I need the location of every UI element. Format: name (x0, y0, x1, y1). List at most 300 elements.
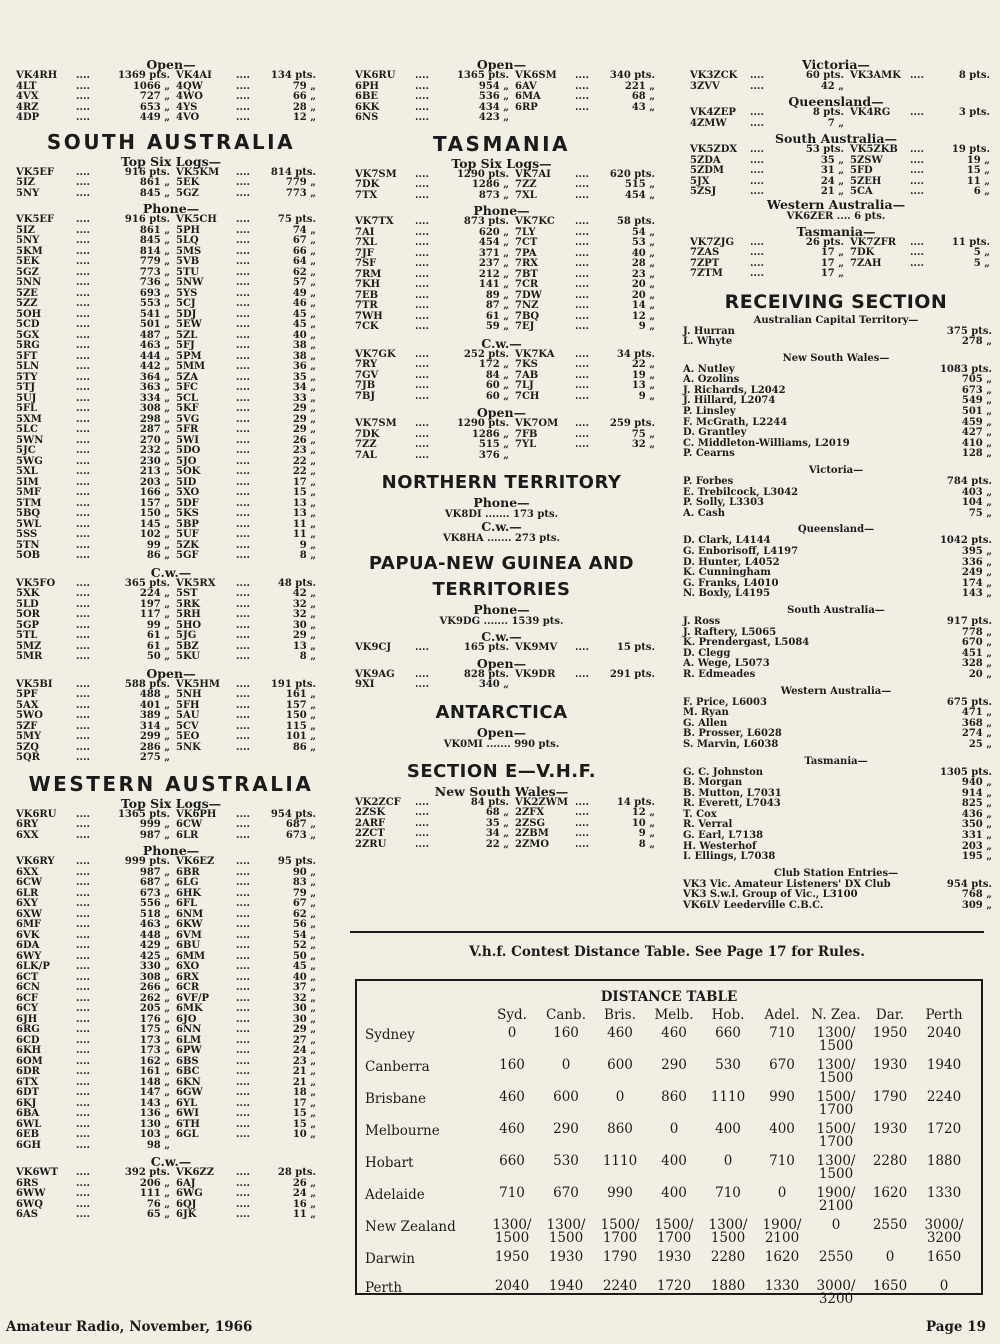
score-row (6, 1099, 336, 1110)
listener-score: 1083 pts. (939, 363, 992, 375)
callsign: 5VB (176, 256, 200, 267)
distance-table (355, 979, 983, 1307)
callsign: 5WI (176, 434, 199, 446)
callsign: 5CD (16, 319, 40, 330)
callsign: 5IZ (16, 177, 35, 188)
score: 28 „ (631, 258, 655, 269)
score: 588 pts. (124, 678, 170, 690)
distance-value: 1300/ 1500 (816, 1152, 856, 1182)
score: 205 „ (139, 1003, 170, 1014)
leader-dots: .... (575, 359, 589, 370)
score: 50 „ (146, 651, 170, 662)
leader-dots: .... (910, 70, 924, 81)
leader-dots: .... (910, 165, 924, 176)
leader-dots: .... (236, 539, 250, 551)
callsign: 7ZZ (355, 439, 377, 450)
leader-dots: .... (236, 91, 250, 102)
leader-dots: .... (236, 808, 250, 820)
distance-value: 3000/ 3200 (924, 1216, 964, 1246)
divider-rule (350, 931, 984, 933)
callsign: VK7OM (515, 418, 559, 429)
callsign: 6YL (176, 1097, 198, 1109)
leader-dots (575, 451, 607, 462)
listener-score: 501 „ (961, 406, 992, 418)
score: 101 „ (285, 731, 316, 742)
section-title: NORTHERN TERRITORY (381, 472, 622, 493)
leader-dots: .... (76, 1209, 90, 1220)
score-row (345, 191, 658, 202)
score: 157 „ (139, 497, 170, 509)
score-row (6, 499, 336, 510)
score-row (6, 425, 336, 436)
leader-dots: .... (415, 418, 429, 429)
leader-dots: .... (76, 731, 90, 742)
distance-row (363, 1024, 973, 1054)
leader-dots: .... (236, 392, 250, 404)
leader-dots: .... (750, 144, 764, 155)
score: 150 „ (139, 508, 170, 519)
callsign: 6CT (16, 971, 39, 983)
score-row (6, 178, 336, 189)
city-name: Sydney (365, 1026, 415, 1043)
callsign: 6BE (355, 91, 379, 102)
listener-score: 278 „ (961, 336, 992, 348)
callsign: 6JK (176, 1209, 197, 1220)
score-row (6, 1067, 336, 1078)
callsign: VK2ZCF (355, 796, 401, 808)
leader-dots: .... (236, 434, 250, 446)
score-row (6, 1179, 336, 1190)
callsign: 5LN (16, 361, 40, 372)
score: 32 „ (292, 992, 316, 1004)
score: 916 pts. (124, 166, 170, 178)
listener-score: 336 „ (961, 556, 992, 568)
callsign: 5CA (850, 186, 873, 197)
score: 9 „ (638, 390, 655, 402)
callsign: VK6EZ (176, 856, 215, 867)
leader-dots: .... (236, 277, 250, 288)
listener-name: P. Cearns (683, 448, 735, 460)
leader-dots: .... (750, 80, 764, 92)
score: 224 „ (139, 588, 170, 599)
score: 175 „ (139, 1024, 170, 1035)
leader-dots: .... (415, 168, 429, 180)
score-row (680, 269, 992, 280)
callsign: 7ZZ (515, 179, 537, 190)
callsign: 6BS (176, 1055, 199, 1067)
score: 11 „ (966, 175, 990, 187)
leader-dots: .... (415, 838, 429, 850)
leader-dots: .... (575, 268, 589, 280)
score-row (6, 857, 336, 868)
score-row (6, 488, 336, 499)
distance-value: 860 (661, 1088, 687, 1105)
leader-dots: .... (236, 950, 250, 962)
leader-dots: .... (236, 619, 250, 631)
listener-score: 104 „ (961, 497, 992, 509)
callsign: 5KM (16, 245, 43, 257)
subsection-heading: Open— (476, 724, 527, 740)
score: 61 „ (485, 310, 509, 322)
score-row (6, 226, 336, 237)
leader-dots: .... (575, 439, 589, 450)
leader-dots: .... (76, 1066, 90, 1077)
score-row (345, 840, 658, 851)
callsign: 7FB (515, 428, 538, 440)
score-row (345, 392, 658, 403)
leader-dots: .... (910, 236, 924, 248)
leader-dots: .... (910, 154, 924, 166)
score-row (345, 280, 658, 291)
callsign: 5FJ (176, 340, 195, 351)
score-row (6, 457, 336, 468)
score: 136 „ (139, 1108, 170, 1119)
score: 84 „ (485, 369, 509, 381)
leader-dots: .... (76, 539, 90, 551)
leader-dots: .... (750, 257, 764, 269)
score: 29 „ (292, 424, 316, 435)
score-row (6, 631, 336, 642)
subsection-heading: Open— (476, 57, 527, 72)
callsign: 5ZSW (850, 154, 883, 166)
score-row (6, 113, 336, 124)
leader-dots: .... (236, 112, 250, 123)
score: 19 „ (966, 154, 990, 166)
score-row (6, 530, 336, 541)
callsign: 7BJ (355, 390, 376, 402)
score: 102 „ (139, 529, 170, 540)
receiving-group-heading: Tasmania— (804, 755, 868, 767)
leader-dots: .... (910, 257, 924, 269)
leader-dots: .... (575, 247, 589, 259)
callsign: 5LC (16, 424, 38, 435)
callsign: 5DJ (176, 308, 197, 320)
leader-dots: .... (575, 390, 589, 402)
callsign: 6NM (176, 908, 204, 920)
score: 389 „ (139, 710, 170, 721)
distance-value: 0 (615, 1088, 625, 1105)
score: 21 „ (292, 1066, 316, 1077)
leader-dots: .... (236, 187, 250, 199)
leader-dots: .... (76, 91, 90, 102)
score-row (6, 247, 336, 258)
callsign: 7RX (515, 258, 539, 269)
score: 954 „ (478, 80, 509, 92)
score: 518 „ (139, 908, 170, 920)
score: 60 „ (485, 380, 509, 391)
score: 45 „ (292, 319, 316, 330)
leader-dots: .... (76, 329, 90, 341)
score-row (6, 983, 336, 994)
column-header: Syd. (497, 1007, 527, 1023)
callsign: 6XO (176, 961, 200, 972)
leader-dots: .... (575, 279, 589, 290)
leader-dots: .... (575, 289, 589, 301)
leader-dots: .... (575, 216, 589, 227)
receiving-row (680, 740, 992, 751)
score: 334 „ (139, 392, 170, 404)
score: 166 „ (139, 487, 170, 498)
score-row (6, 941, 336, 952)
score-line: VK9DG ....... 1539 pts. (439, 616, 564, 627)
score: 449 „ (139, 112, 170, 123)
score: 75 „ (631, 428, 655, 440)
score (942, 119, 990, 130)
score: 673 „ (285, 829, 316, 841)
leader-dots: .... (236, 266, 250, 278)
listener-score: 427 „ (961, 427, 992, 439)
callsign: 5MZ (16, 640, 42, 652)
leader-dots: .... (236, 898, 250, 909)
score-row (6, 71, 336, 82)
subsection-heading: Western Australia— (766, 196, 906, 212)
score-line: VK8HA ....... 273 pts. (442, 533, 561, 544)
listener-name: R. Everett, L7043 (683, 798, 781, 810)
leader-dots: .... (910, 175, 924, 187)
distance-value: 2240 (926, 1088, 962, 1105)
leader-dots: .... (415, 449, 429, 461)
callsign: 5CV (176, 720, 199, 732)
callsign: 5WG (16, 455, 43, 467)
leader-dots: .... (76, 455, 90, 467)
leader-dots: .... (76, 1003, 90, 1014)
score: 18 „ (292, 1087, 316, 1098)
callsign: 7CT (515, 237, 538, 248)
callsign: 6BC (176, 1066, 200, 1077)
distance-value: 1110 (602, 1152, 638, 1169)
callsign: 5DF (176, 497, 199, 509)
leader-dots: .... (575, 380, 589, 391)
score: 35 „ (485, 817, 509, 829)
leader-dots: .... (76, 598, 90, 610)
score: 36 „ (292, 361, 316, 372)
leader-dots: .... (76, 877, 90, 888)
score-row (6, 621, 336, 632)
callsign: 5OR (16, 609, 40, 620)
leader-dots: .... (76, 1129, 90, 1140)
listener-name: R. Verral (683, 819, 733, 831)
leader-dots: .... (236, 340, 250, 351)
callsign: 2ZCT (355, 828, 385, 839)
score: 32 „ (292, 609, 316, 620)
score: 999 „ (139, 819, 170, 830)
score: 916 pts. (124, 214, 170, 225)
leader-dots: .... (236, 588, 250, 599)
callsign: 6RY (16, 819, 39, 830)
leader-dots (910, 269, 942, 280)
listener-score: 174 „ (961, 577, 992, 589)
leader-dots: .... (575, 369, 589, 381)
score-row (6, 1078, 336, 1089)
callsign: 5BQ (16, 508, 41, 519)
score: 12 „ (292, 112, 316, 123)
callsign: 6CW (176, 819, 203, 830)
callsign: 7KS (515, 359, 538, 370)
score: 687 „ (139, 877, 170, 888)
receiving-row (680, 449, 992, 460)
subsection-heading: Open— (476, 405, 527, 420)
score: 16 „ (292, 1198, 316, 1210)
score-row (6, 711, 336, 722)
callsign: 5ID (176, 476, 197, 488)
leader-dots: .... (415, 807, 429, 818)
score: 103 „ (139, 1129, 170, 1140)
distance-value: 660 (499, 1152, 525, 1169)
listener-name: C. Middleton-Williams, L2019 (683, 437, 850, 449)
distance-value: 1620 (872, 1184, 908, 1201)
score-row (6, 589, 336, 600)
leader-dots: .... (76, 950, 90, 962)
leader-dots: .... (76, 588, 90, 599)
callsign: 6CR (176, 982, 200, 993)
distance-row (363, 1277, 973, 1307)
score-row (345, 217, 658, 228)
score: 814 pts. (270, 166, 316, 178)
callsign: VK6ZZ (176, 1167, 215, 1178)
distance-row (363, 1056, 973, 1086)
listener-score: 143 „ (961, 588, 992, 600)
callsign: 6AJ (176, 1177, 196, 1189)
distance-row (363, 1248, 973, 1275)
leader-dots: .... (76, 887, 90, 899)
score: 15 „ (292, 1118, 316, 1130)
leader-dots: .... (575, 428, 589, 440)
score: 259 pts. (609, 418, 655, 429)
leader-dots: .... (236, 908, 250, 920)
leader-dots: .... (415, 817, 429, 829)
score: 392 pts. (124, 1167, 170, 1178)
leader-dots: .... (575, 226, 589, 238)
callsign: VK5EF (16, 214, 55, 225)
listener-name: J. Richards, L2042 (683, 384, 786, 396)
callsign: 2ZBM (515, 828, 549, 839)
subsection-heading: C.w.— (481, 335, 522, 351)
score: 773 „ (285, 187, 316, 199)
leader-dots: .... (575, 668, 589, 680)
score: 46 „ (292, 298, 316, 309)
leader-dots: .... (76, 277, 90, 288)
score: 845 „ (139, 187, 170, 199)
receiving-group-heading: South Australia— (787, 604, 885, 616)
receiving-row (680, 799, 992, 810)
leader-dots: .... (76, 101, 90, 113)
callsign: 6AS (16, 1209, 38, 1220)
callsign: 5FD (850, 165, 873, 176)
listener-score: 128 „ (961, 448, 992, 460)
distance-value: 0 (831, 1216, 841, 1233)
callsign: 5GX (16, 329, 40, 341)
column-header: Adel. (764, 1007, 800, 1023)
score: 8 pts. (812, 107, 844, 118)
score-row (6, 1109, 336, 1120)
callsign: VK7TX (355, 216, 394, 227)
leader-dots: .... (236, 256, 250, 267)
listener-name: R. Edmeades (683, 668, 756, 680)
score: 363 „ (139, 382, 170, 393)
subsection-heading: C.w.— (150, 1154, 192, 1169)
leader-dots: .... (76, 529, 90, 540)
callsign (844, 269, 910, 280)
distance-value: 460 (499, 1088, 525, 1105)
leader-dots: .... (236, 1129, 250, 1140)
callsign: 7EB (355, 289, 379, 301)
leader-dots: .... (76, 256, 90, 267)
leader-dots: .... (750, 268, 764, 279)
leader-dots: .... (76, 466, 90, 477)
leader-dots: .... (236, 424, 250, 435)
score: 22 „ (292, 466, 316, 477)
distance-value: 860 (607, 1120, 633, 1137)
listener-name: S. Marvin, L6038 (683, 738, 779, 750)
callsign: 4DP (16, 112, 40, 123)
listener-score: 825 „ (961, 798, 992, 810)
callsign: 5CL (176, 392, 198, 404)
leader-dots: .... (236, 577, 250, 589)
score: 40 „ (292, 329, 316, 341)
listener-name: P. Linsley (683, 406, 736, 418)
score-row (6, 952, 336, 963)
score: 68 „ (485, 807, 509, 818)
callsign: 5UF (176, 529, 199, 540)
score-row (6, 994, 336, 1005)
score: 157 „ (285, 699, 316, 711)
leader-dots: .... (76, 1167, 90, 1178)
leader-dots: .... (76, 940, 90, 951)
leader-dots: .... (76, 1188, 90, 1199)
score: 99 „ (146, 539, 170, 551)
callsign: 5TY (16, 371, 38, 383)
distance-value: 1930 (656, 1248, 692, 1265)
subsection-heading: New South Wales— (434, 783, 569, 799)
score-row (6, 1141, 336, 1152)
subsection-heading: C.w.— (150, 564, 192, 580)
callsign: VK2ZWM (515, 796, 569, 808)
score: 365 pts. (124, 577, 170, 589)
leader-dots: .... (236, 1118, 250, 1130)
callsign: VK5EF (16, 166, 55, 178)
distance-value: 400 (715, 1120, 741, 1137)
score-row (6, 743, 336, 754)
callsign: 6MK (176, 1003, 203, 1014)
leader-dots: .... (415, 70, 429, 81)
distance-value: 2550 (872, 1216, 908, 1233)
callsign: VK7KA (515, 348, 555, 360)
score-row (680, 108, 992, 119)
score-row (6, 268, 336, 279)
leader-dots: .... (236, 699, 250, 711)
callsign: 5ST (176, 588, 198, 599)
score: 286 „ (139, 741, 170, 753)
leader-dots: .... (236, 961, 250, 972)
callsign: 7NZ (515, 300, 539, 311)
score: 442 „ (139, 361, 170, 372)
callsign: 6CN (16, 982, 41, 993)
callsign: 5ZE (16, 287, 38, 299)
leader-dots: .... (415, 828, 429, 839)
distance-value: 1110 (710, 1088, 746, 1105)
score: 58 pts. (616, 216, 655, 227)
leader-dots: .... (575, 642, 589, 653)
leader-dots: .... (236, 1198, 250, 1210)
score: 653 „ (139, 101, 170, 113)
score-row (345, 113, 658, 124)
leader-dots: .... (76, 961, 90, 972)
score: 197 „ (139, 598, 170, 610)
distance-value: 1500/ 1700 (816, 1120, 856, 1150)
callsign: 6BU (176, 940, 201, 951)
callsign: 4QW (176, 80, 203, 92)
score-row (6, 92, 336, 103)
